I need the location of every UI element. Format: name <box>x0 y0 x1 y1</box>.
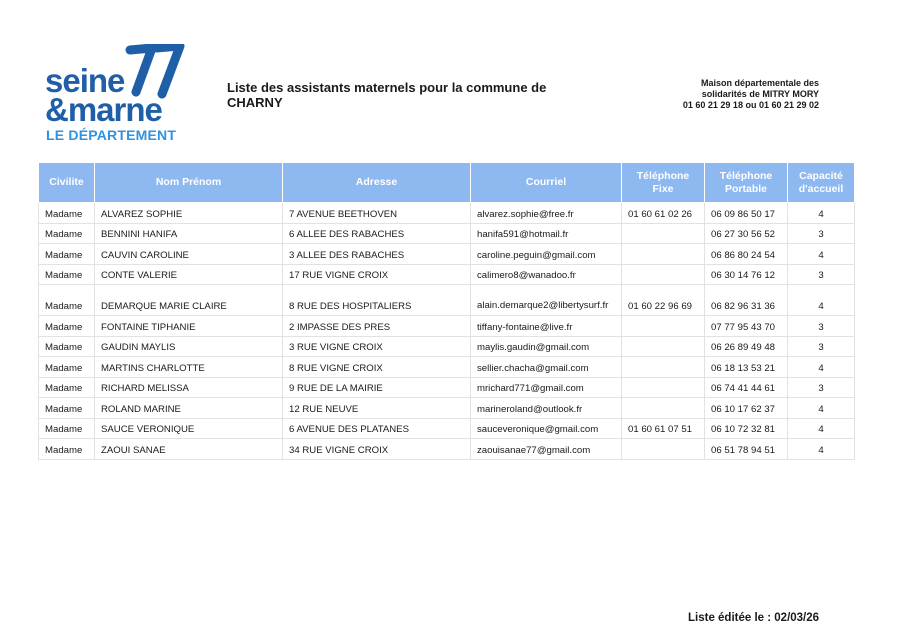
cell-nom-prenom: CAUVIN CAROLINE <box>95 244 283 265</box>
cell-civilite: Madame <box>39 264 95 285</box>
cell-nom-prenom: RICHARD MELISSA <box>95 377 283 398</box>
cell-telephone-portable: 06 18 13 53 21 <box>705 357 788 378</box>
cell-courriel[interactable]: hanifa591@hotmail.fr <box>471 223 622 244</box>
logo-word-marne: &marne <box>45 91 162 128</box>
table-row <box>39 264 855 285</box>
cell-nom-prenom: CONTE VALERIE <box>95 264 283 285</box>
cell-courriel[interactable]: sellier.chacha@gmail.com <box>471 357 622 378</box>
cell-courriel[interactable]: sauceveronique@gmail.com <box>471 418 622 439</box>
cell-telephone-fixe: 01 60 22 96 69 <box>622 285 705 316</box>
cell-nom-prenom: GAUDIN MAYLIS <box>95 336 283 357</box>
cell-telephone-portable: 06 10 17 62 37 <box>705 398 788 419</box>
document-title <box>227 80 567 110</box>
cell-capacite: 3 <box>788 316 855 337</box>
document-title-commune: CHARNY <box>227 95 283 110</box>
table-body <box>39 203 855 460</box>
cell-adresse: 12 RUE NEUVE <box>283 398 471 419</box>
cell-telephone-portable: 07 77 95 43 70 <box>705 316 788 337</box>
cell-courriel[interactable]: alain.demarque2@libertysurf.fr <box>471 285 622 316</box>
cell-nom-prenom: DEMARQUE MARIE CLAIRE <box>95 285 283 316</box>
header-adresse: Adresse <box>283 163 471 203</box>
cell-adresse: 3 ALLEE DES RABACHES <box>283 244 471 265</box>
cell-telephone-portable: 06 86 80 24 54 <box>705 244 788 265</box>
cell-adresse: 8 RUE VIGNE CROIX <box>283 357 471 378</box>
cell-capacite: 4 <box>788 439 855 460</box>
table-row <box>39 285 855 316</box>
cell-telephone-fixe: 01 60 61 07 51 <box>622 418 705 439</box>
organisation-phone: 01 60 21 29 18 ou 01 60 21 29 02 <box>682 100 819 110</box>
assistants-table <box>38 162 855 460</box>
cell-civilite: Madame <box>39 418 95 439</box>
cell-nom-prenom: FONTAINE TIPHANIE <box>95 316 283 337</box>
cell-adresse: 2 IMPASSE DES PRES <box>283 316 471 337</box>
cell-telephone-portable: 06 51 78 94 51 <box>705 439 788 460</box>
edition-date: Liste éditée le : 02/03/26 <box>688 612 820 624</box>
cell-courriel[interactable]: marineroland@outlook.fr <box>471 398 622 419</box>
cell-civilite: Madame <box>39 316 95 337</box>
cell-capacite: 4 <box>788 244 855 265</box>
cell-nom-prenom: ROLAND MARINE <box>95 398 283 419</box>
cell-capacite: 3 <box>788 264 855 285</box>
cell-capacite: 4 <box>788 285 855 316</box>
header-civilite: Civilite <box>39 163 95 203</box>
cell-civilite: Madame <box>39 377 95 398</box>
cell-adresse: 17 RUE VIGNE CROIX <box>283 264 471 285</box>
cell-adresse: 9 RUE DE LA MAIRIE <box>283 377 471 398</box>
cell-nom-prenom: ALVAREZ SOPHIE <box>95 203 283 224</box>
cell-civilite: Madame <box>39 336 95 357</box>
cell-capacite: 3 <box>788 336 855 357</box>
table-row <box>39 377 855 398</box>
cell-telephone-fixe <box>622 316 705 337</box>
cell-nom-prenom: MARTINS CHARLOTTE <box>95 357 283 378</box>
cell-civilite: Madame <box>39 244 95 265</box>
table-header-row <box>39 163 855 203</box>
cell-telephone-portable: 06 30 14 76 12 <box>705 264 788 285</box>
cell-telephone-fixe: 01 60 61 02 26 <box>622 203 705 224</box>
table-row <box>39 203 855 224</box>
cell-telephone-portable: 06 82 96 31 36 <box>705 285 788 316</box>
header-courriel: Courriel <box>471 163 622 203</box>
cell-adresse: 6 AVENUE DES PLATANES <box>283 418 471 439</box>
cell-courriel[interactable]: alvarez.sophie@free.fr <box>471 203 622 224</box>
table-row <box>39 244 855 265</box>
cell-capacite: 4 <box>788 203 855 224</box>
cell-civilite: Madame <box>39 439 95 460</box>
cell-capacite: 4 <box>788 398 855 419</box>
cell-courriel[interactable]: tiffany-fontaine@live.fr <box>471 316 622 337</box>
organisation-line2: solidarités de MITRY MORY <box>701 89 819 99</box>
document-title-line1: Liste des assistants maternels pour la commune de <box>227 80 547 95</box>
cell-adresse: 6 ALLEE DES RABACHES <box>283 223 471 244</box>
cell-capacite: 4 <box>788 418 855 439</box>
cell-nom-prenom: ZAOUI SANAE <box>95 439 283 460</box>
cell-nom-prenom: SAUCE VERONIQUE <box>95 418 283 439</box>
cell-telephone-fixe <box>622 244 705 265</box>
cell-capacite: 3 <box>788 377 855 398</box>
cell-telephone-fixe <box>622 264 705 285</box>
table-row <box>39 357 855 378</box>
header-telephone-fixe: Téléphone Fixe <box>622 163 705 203</box>
cell-telephone-portable: 06 74 41 44 61 <box>705 377 788 398</box>
header-nom-prenom: Nom Prénom <box>95 163 283 203</box>
cell-capacite: 3 <box>788 223 855 244</box>
organisation-block <box>559 78 819 111</box>
cell-courriel[interactable]: zaouisanae77@gmail.com <box>471 439 622 460</box>
cell-adresse: 7 AVENUE BEETHOVEN <box>283 203 471 224</box>
table-row <box>39 418 855 439</box>
cell-telephone-fixe <box>622 439 705 460</box>
table-row <box>39 439 855 460</box>
cell-courriel[interactable]: calimero8@wanadoo.fr <box>471 264 622 285</box>
header-capacite: Capacité d'accueil <box>788 163 855 203</box>
cell-adresse: 34 RUE VIGNE CROIX <box>283 439 471 460</box>
table-row <box>39 223 855 244</box>
cell-courriel[interactable]: mrichard771@gmail.com <box>471 377 622 398</box>
cell-adresse: 8 RUE DES HOSPITALIERS <box>283 285 471 316</box>
seine-et-marne-logo <box>44 44 189 144</box>
cell-telephone-portable: 06 26 89 49 48 <box>705 336 788 357</box>
cell-telephone-portable: 06 27 30 56 52 <box>705 223 788 244</box>
cell-telephone-portable: 06 10 72 32 81 <box>705 418 788 439</box>
logo-word-seine: seine <box>45 62 125 99</box>
cell-telephone-portable: 06 09 86 50 17 <box>705 203 788 224</box>
table-row <box>39 316 855 337</box>
cell-civilite: Madame <box>39 223 95 244</box>
cell-telephone-fixe <box>622 377 705 398</box>
organisation-line1: Maison départementale des <box>700 78 819 88</box>
cell-telephone-fixe <box>622 223 705 244</box>
cell-capacite: 4 <box>788 357 855 378</box>
header-telephone-portable: Téléphone Portable <box>705 163 788 203</box>
logo-department-label: LE DÉPARTEMENT <box>46 127 177 143</box>
cell-courriel[interactable]: maylis.gaudin@gmail.com <box>471 336 622 357</box>
table-row <box>39 398 855 419</box>
cell-civilite: Madame <box>39 357 95 378</box>
cell-civilite: Madame <box>39 203 95 224</box>
cell-civilite: Madame <box>39 398 95 419</box>
cell-courriel[interactable]: caroline.peguin@gmail.com <box>471 244 622 265</box>
cell-telephone-fixe <box>622 357 705 378</box>
cell-adresse: 3 RUE VIGNE CROIX <box>283 336 471 357</box>
cell-nom-prenom: BENNINI HANIFA <box>95 223 283 244</box>
cell-telephone-fixe <box>622 336 705 357</box>
cell-telephone-fixe <box>622 398 705 419</box>
cell-civilite: Madame <box>39 285 95 316</box>
table-row <box>39 336 855 357</box>
